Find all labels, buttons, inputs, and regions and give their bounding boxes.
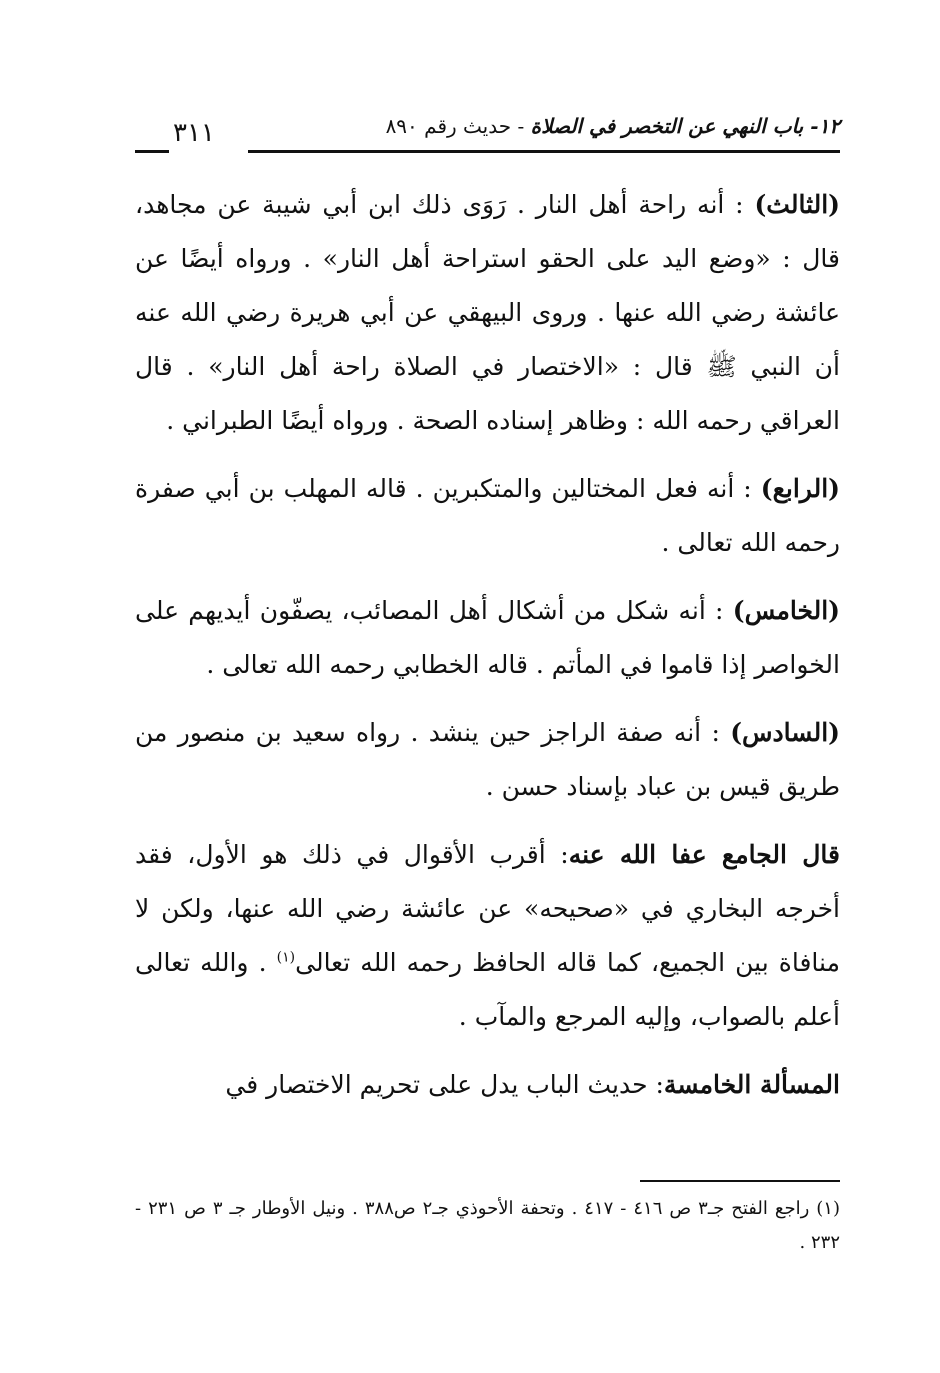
paragraph-fifth bbox=[135, 584, 840, 692]
main-text bbox=[135, 178, 840, 1126]
hadith-number: - حديث رقم ٨٩٠ bbox=[385, 114, 531, 138]
chapter-title: ١٢- باب النهي عن التخصر في الصلاة bbox=[530, 114, 840, 138]
page-header bbox=[135, 112, 840, 156]
paragraph-text: : أنه فعل المختالين والمتكبرين . قاله المهلب بن أبي صفرة رحمه الله تعالى . bbox=[135, 474, 840, 557]
footnote-rule bbox=[640, 1180, 840, 1182]
term-label: (الثالث) bbox=[754, 190, 840, 219]
running-title bbox=[386, 114, 840, 138]
paragraph-fifth-issue bbox=[135, 1058, 840, 1112]
footnote-marker[interactable]: (١) bbox=[276, 949, 296, 966]
term-label: (الخامس) bbox=[732, 596, 840, 625]
page-number: ٣١١ bbox=[173, 118, 215, 148]
term-label: قال الجامع عفا الله عنه bbox=[568, 840, 840, 869]
header-rule-short bbox=[135, 150, 169, 153]
paragraph-fourth bbox=[135, 462, 840, 570]
term-label: (الرابع) bbox=[760, 474, 840, 503]
header-rule bbox=[248, 150, 840, 153]
paragraph-text: : أقرب الأقوال في ذلك هو الأول، فقد أخرجه البخاري في «صحيحه» عن عائشة رضي الله عنها، ولكن لا منافاة بين الجميع، كما قاله الحافظ رحمه الله تعالى bbox=[135, 840, 840, 977]
term-label: المسألة الخامسة bbox=[663, 1070, 840, 1099]
paragraph-third bbox=[135, 178, 840, 448]
paragraph-text: : حديث الباب يدل على تحريم الاختصار في bbox=[225, 1070, 664, 1099]
paragraph-text: . والله تعالى أعلم بالصواب، وإليه المرجع والمآب . bbox=[135, 948, 840, 1031]
paragraph-text: : أنه شكل من أشكال أهل المصائب، يصفّون أيديهم على الخواصر إذا قاموا في المأتم . قاله الخطابي رحمه الله تعالى . bbox=[135, 596, 840, 679]
footnote: (١) راجع الفتح جـ٣ ص ٤١٦ - ٤١٧ . وتحفة الأحوذي جـ٢ ص٣٨٨ . ونيل الأوطار جـ ٣ ص ٢٣١ - ٢٣٢ . bbox=[135, 1198, 840, 1253]
paragraph-sixth bbox=[135, 706, 840, 814]
paragraph-text: : أنه صفة الراجز حين ينشد . رواه سعيد بن منصور من طريق قيس بن عباد بإسناد حسن . bbox=[135, 718, 840, 801]
term-label: (السادس) bbox=[730, 718, 840, 747]
paragraph-text: : أنه راحة أهل النار . رَوَى ذلك ابن أبي شيبة عن مجاهد، قال : «وضع اليد على الحقو استراحة أهل النار» . ورواه أيضًا عن عائشة رضي الله عنها . وروى البيهقي عن أبي هريرة رضي الله عنه أن النبي ﷺ قال : «الاختصار في الصلاة راحة أهل النار» . قال العراقي رحمه الله : وظاهر إسناده الصحة . ورواه أيضًا الطبراني . bbox=[135, 190, 840, 435]
paragraph-conclusion bbox=[135, 828, 840, 1044]
